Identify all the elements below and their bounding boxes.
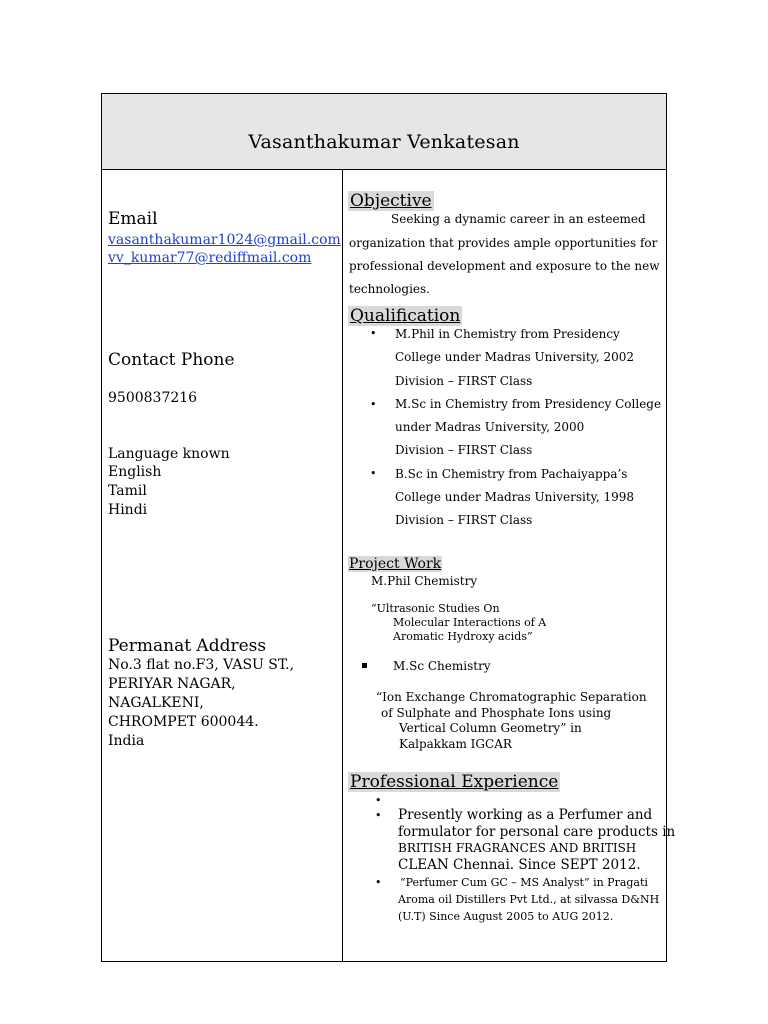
bullet-icon: • xyxy=(375,809,382,822)
language-item: English xyxy=(108,464,162,480)
objective-line: professional development and exposure to the new xyxy=(349,259,660,273)
project-msc-label: M.Sc Chemistry xyxy=(393,659,491,673)
project-mphil-title-line: Aromatic Hydroxy acids” xyxy=(393,630,533,643)
qualification-line: College under Madras University, 1998 xyxy=(395,490,635,504)
objective-line: technologies. xyxy=(349,282,430,296)
project-msc-title-line: Vertical Column Geometry” in xyxy=(399,721,582,735)
experience-line: CLEAN Chennai. Since SEPT 2012. xyxy=(398,857,641,873)
address-line: CHROMPET 600044. xyxy=(108,714,259,730)
qualification-line: M.Phil in Chemistry from Presidency xyxy=(395,327,620,341)
address-line: NAGALKENI, xyxy=(108,695,204,711)
objective-line: Seeking a dynamic career in an esteemed xyxy=(391,212,646,226)
experience-line: Presently working as a Perfumer and xyxy=(398,807,653,823)
experience-heading: Professional Experience xyxy=(350,772,559,792)
project-msc-title-line: of Sulphate and Phosphate Ions using xyxy=(381,706,612,720)
experience-line: BRITISH FRAGRANCES AND BRITISH xyxy=(398,841,637,855)
phone-number: 9500837216 xyxy=(108,390,198,406)
column-divider xyxy=(342,170,343,961)
email-label: Email xyxy=(108,209,158,229)
square-bullet-icon xyxy=(362,663,367,668)
qualification-line: M.Sc in Chemistry from Presidency College xyxy=(395,397,662,411)
project-mphil-title-line: Molecular Interactions of A xyxy=(393,616,547,629)
project-msc-title-line: “Ion Exchange Chromatographic Separation xyxy=(376,690,647,704)
objective-heading: Objective xyxy=(350,191,432,211)
address-line: No.3 flat no.F3, VASU ST., xyxy=(108,657,295,673)
experience-line: formulator for personal care products in xyxy=(398,824,676,840)
bullet-icon: • xyxy=(370,398,377,411)
email-link-2[interactable]: vv_kumar77@rediffmail.com xyxy=(108,250,312,266)
project-msc-title-line: Kalpakkam IGCAR xyxy=(399,737,512,751)
qualification-line: Division – FIRST Class xyxy=(395,443,533,457)
qualification-heading: Qualification xyxy=(350,306,461,326)
bullet-icon: • xyxy=(370,327,377,340)
experience-line: (U.T) Since August 2005 to AUG 2012. xyxy=(398,910,614,923)
bullet-icon: • xyxy=(375,876,382,889)
language-item: Hindi xyxy=(108,502,148,518)
address-label: Permanat Address xyxy=(108,636,267,656)
phone-label: Contact Phone xyxy=(108,350,235,370)
project-mphil-label: M.Phil Chemistry xyxy=(371,574,478,588)
qualification-line: B.Sc in Chemistry from Pachaiyappa’s xyxy=(395,467,628,481)
qualification-line: College under Madras University, 2002 xyxy=(395,350,635,364)
bullet-icon: • xyxy=(370,467,377,480)
project-work-heading: Project Work xyxy=(349,556,442,572)
email-link-1[interactable]: vasanthakumar1024@gmail.com xyxy=(108,232,341,248)
experience-line: “Perfumer Cum GC – MS Analyst” in Pragati xyxy=(400,876,648,889)
qualification-line: Division – FIRST Class xyxy=(395,513,533,527)
address-line: India xyxy=(108,733,145,749)
objective-line: organization that provides ample opportunities for xyxy=(349,236,658,250)
project-mphil-title-line: “Ultrasonic Studies On xyxy=(371,602,500,615)
qualification-line: under Madras University, 2000 xyxy=(395,420,585,434)
qualification-line: Division – FIRST Class xyxy=(395,374,533,388)
candidate-name: Vasanthakumar Venkatesan xyxy=(248,131,520,153)
experience-line: Aroma oil Distillers Pvt Ltd., at silvassa D&NH xyxy=(398,893,660,906)
address-line: PERIYAR NAGAR, xyxy=(108,676,236,692)
bullet-icon: • xyxy=(375,794,382,807)
language-label: Language known xyxy=(108,446,230,462)
language-item: Tamil xyxy=(108,483,147,499)
